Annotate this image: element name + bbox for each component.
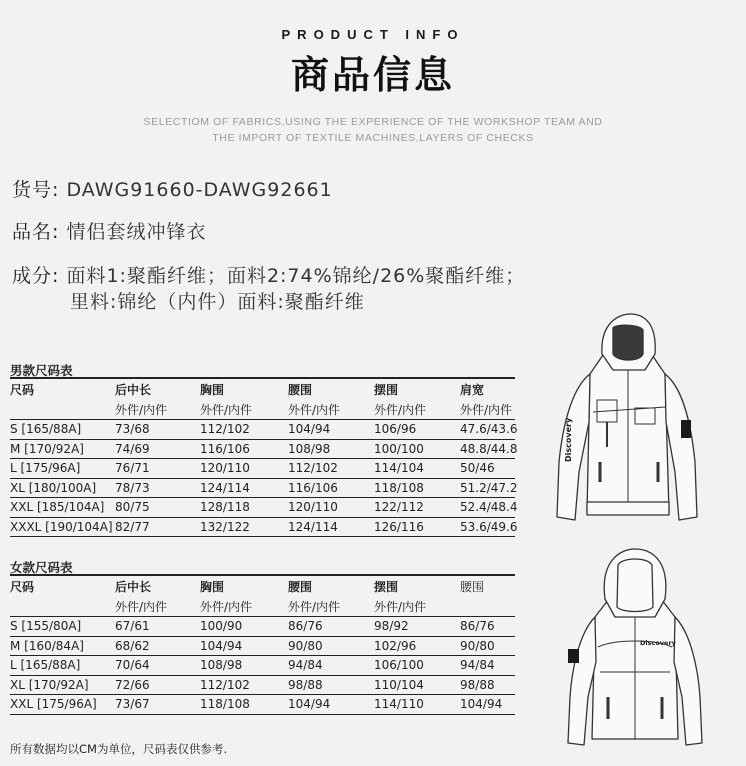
composition-line2: 里料:锦纶（内件）面料:聚酯纤维 — [70, 291, 365, 313]
header-subtitle-line2: THE IMPORT OF TEXTILE MACHINES,LAYERS OF CHECKS — [212, 132, 534, 144]
subheader-cell: 外件/内件 — [460, 402, 513, 417]
header-cell: 胸围 — [200, 382, 225, 397]
table-cell: 78/73 — [115, 480, 150, 495]
table-cell: 124/114 — [288, 519, 338, 534]
women-table-title: 女款尺码表 — [10, 560, 73, 575]
table-cell: 106/100 — [374, 658, 424, 673]
table-row — [10, 656, 515, 676]
composition-line1 — [12, 261, 525, 288]
header-cell: 腰围 — [288, 382, 313, 397]
table-cell: 47.6/43.6 — [460, 422, 518, 437]
header-cell: 腰围 — [460, 579, 485, 594]
table-cell: 98/88 — [288, 677, 323, 692]
table-cell: XL [170/92A] — [10, 677, 89, 692]
women-size-table — [10, 558, 515, 715]
table-cell: 98/92 — [374, 619, 409, 634]
table-cell: 74/69 — [115, 441, 150, 456]
table-cell: 104/94 — [460, 697, 503, 712]
table-row — [10, 420, 518, 440]
table-cell: 50/46 — [460, 461, 495, 476]
table-cell: 76/71 — [115, 461, 150, 476]
women-table-header — [10, 576, 515, 596]
subheader-cell: 外件/内件 — [288, 402, 341, 417]
men-table-header — [10, 379, 515, 399]
name-line — [12, 217, 206, 244]
header-cell: 腰围 — [288, 579, 313, 594]
header-cell: 后中长 — [115, 382, 152, 397]
table-cell: 73/67 — [115, 697, 150, 712]
table-cell: L [175/96A] — [10, 461, 81, 476]
header-cn-title: 商品信息 — [290, 53, 455, 97]
jacket-logo-text: Discovery — [640, 639, 676, 647]
table-cell: 132/122 — [200, 519, 250, 534]
name-label: 品名: — [12, 221, 60, 243]
table-row — [10, 676, 515, 696]
table-row — [10, 637, 515, 657]
subheader-cell: 外件/内件 — [374, 402, 427, 417]
table-cell: 100/100 — [374, 441, 424, 456]
table-cell: 110/104 — [374, 677, 424, 692]
table-cell: 120/110 — [288, 500, 338, 515]
table-cell: 124/114 — [200, 480, 250, 495]
table-cell: 100/90 — [200, 619, 243, 634]
table-cell: 108/98 — [200, 658, 243, 673]
table-cell: 104/94 — [288, 422, 331, 437]
men-table-title: 男款尺码表 — [10, 363, 73, 378]
table-cell: 94/84 — [288, 658, 323, 673]
header-en-title: PRODUCT INFO — [281, 27, 465, 42]
header-cell: 尺码 — [10, 382, 35, 397]
table-cell: 72/66 — [115, 677, 150, 692]
subheader-cell: 外件/内件 — [200, 599, 253, 614]
table-cell: M [160/84A] — [10, 638, 84, 653]
subheader-cell: 外件/内件 — [374, 599, 427, 614]
composition-label: 成分: — [12, 265, 60, 287]
table-cell: 102/96 — [374, 638, 417, 653]
table-cell: 90/80 — [288, 638, 323, 653]
jacket-logo-text: Discovery — [564, 417, 573, 462]
header-cell: 摆围 — [374, 382, 399, 397]
table-cell: 53.6/49.6 — [460, 519, 518, 534]
table-cell: 116/106 — [200, 441, 250, 456]
table-cell: 90/80 — [460, 638, 495, 653]
table-cell: 67/61 — [115, 619, 150, 634]
table-row — [10, 498, 518, 518]
table-cell: 108/98 — [288, 441, 331, 456]
composition-value1: 面料1:聚酯纤维；面料2:74%锦纶/26%聚酯纤维； — [66, 265, 526, 287]
table-cell: 118/108 — [374, 480, 424, 495]
table-cell: 112/102 — [200, 677, 250, 692]
table-cell: 116/106 — [288, 480, 338, 495]
table-row — [10, 695, 515, 715]
table-row — [10, 440, 518, 460]
table-cell: 68/62 — [115, 638, 150, 653]
table-row — [10, 617, 515, 637]
table-cell: 118/108 — [200, 697, 250, 712]
table-cell: XXL [175/96A] — [10, 697, 97, 712]
table-cell: M [170/92A] — [10, 441, 84, 456]
men-table-subheader — [10, 399, 515, 420]
table-cell: 94/84 — [460, 658, 495, 673]
table-cell: 128/118 — [200, 500, 250, 515]
table-cell: 82/77 — [115, 519, 150, 534]
men-jacket-icon — [545, 312, 710, 532]
table-cell: 114/104 — [374, 461, 424, 476]
sku-line — [12, 175, 333, 202]
sku-label: 货号: — [12, 179, 60, 201]
table-cell: 70/64 — [115, 658, 150, 673]
table-cell: 80/75 — [115, 500, 150, 515]
women-jacket-icon — [560, 547, 710, 747]
header-cell: 摆围 — [374, 579, 399, 594]
table-cell: 86/76 — [460, 619, 495, 634]
table-cell: L [165/88A] — [10, 658, 81, 673]
table-row — [10, 518, 518, 538]
header-cell: 后中长 — [115, 579, 152, 594]
subheader-cell: 外件/内件 — [115, 599, 168, 614]
size-note: 所有数据均以CM为单位，尺码表仅供参考. — [10, 742, 228, 756]
table-cell: XXL [185/104A] — [10, 500, 105, 515]
table-cell: S [165/88A] — [10, 422, 82, 437]
sku-value: DAWG91660-DAWG92661 — [66, 179, 333, 201]
table-cell: 48.8/44.8 — [460, 441, 518, 456]
header-cell: 肩宽 — [460, 382, 485, 397]
table-cell: 98/88 — [460, 677, 495, 692]
women-table-subheader — [10, 596, 515, 617]
table-cell: 120/110 — [200, 461, 250, 476]
table-cell: 106/96 — [374, 422, 417, 437]
table-cell: 104/94 — [288, 697, 331, 712]
table-cell: S [155/80A] — [10, 619, 82, 634]
table-row — [10, 479, 518, 499]
table-cell: 86/76 — [288, 619, 323, 634]
table-cell: 73/68 — [115, 422, 150, 437]
men-size-table — [10, 361, 518, 537]
subheader-cell: 外件/内件 — [115, 402, 168, 417]
table-cell: XXXL [190/104A] — [10, 519, 113, 534]
table-cell: 126/116 — [374, 519, 424, 534]
table-cell: 52.4/48.4 — [460, 500, 518, 515]
table-row — [10, 459, 515, 479]
table-cell: 51.2/47.2 — [460, 480, 518, 495]
header-subtitle-line1: SELECTIOM OF FABRICS,USING THE EXPERIENCE OF THE WORKSHOP TEAM AND — [143, 116, 603, 128]
header-cell: 尺码 — [10, 579, 35, 594]
header-cell: 胸围 — [200, 579, 225, 594]
table-cell: 112/102 — [288, 461, 338, 476]
table-cell: XL [180/100A] — [10, 480, 97, 495]
table-cell: 122/112 — [374, 500, 424, 515]
table-cell: 104/94 — [200, 638, 243, 653]
table-cell: 114/110 — [374, 697, 424, 712]
subheader-cell: 外件/内件 — [288, 599, 341, 614]
table-cell: 112/102 — [200, 422, 250, 437]
subheader-cell: 外件/内件 — [200, 402, 253, 417]
name-value: 情侣套绒冲锋衣 — [66, 221, 207, 243]
